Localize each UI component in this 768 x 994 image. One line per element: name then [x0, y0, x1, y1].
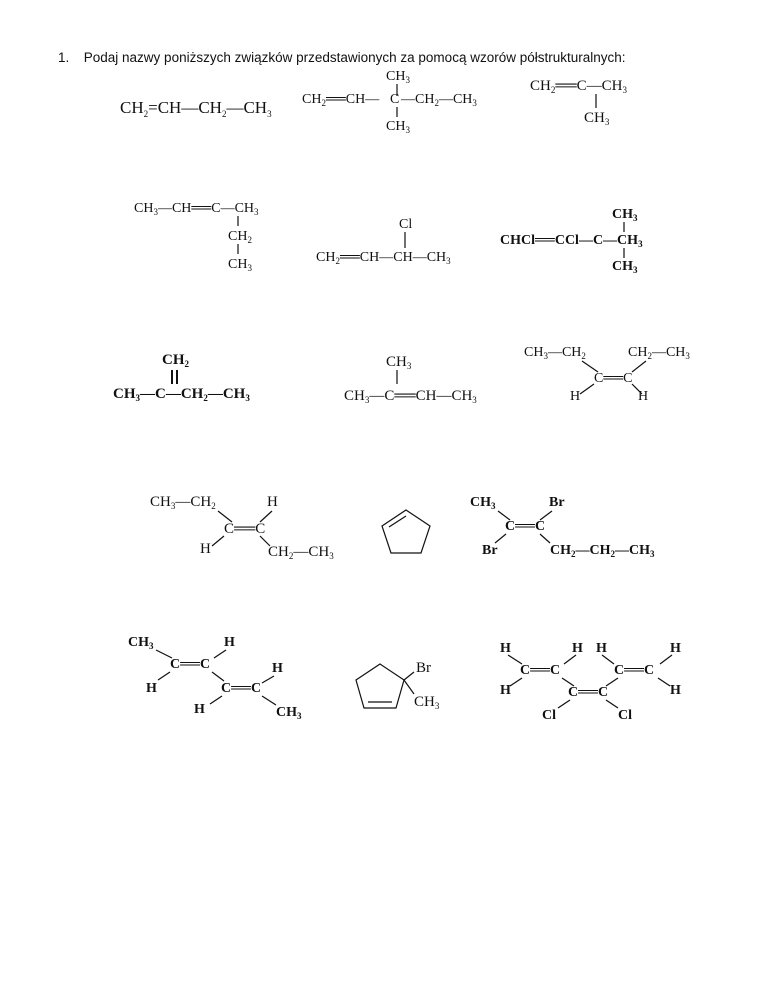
svg-text:H: H [224, 635, 235, 650]
svg-text:CH3—CH2: $CH_3—CH_2$ [150, 494, 216, 511]
svg-text:CH3—CH══C—CH3: $CH_3—CH══C—CH_3$ [134, 201, 259, 217]
svg-text:H: H [194, 702, 205, 717]
compound-6 [500, 207, 643, 275]
svg-text:CH2—CH3: $CH_2—CH_3$ [628, 345, 690, 361]
svg-text:C══C: C══C [594, 371, 633, 386]
svg-text:CH3: $CH_3$ [470, 495, 496, 511]
svg-text:CH2══C—CH3: $CH_2══C—CH_3$ [530, 78, 627, 95]
svg-text:C══C: C══C [170, 657, 211, 672]
compound-4 [134, 201, 259, 273]
svg-text:H: H [638, 389, 649, 404]
compound-12 [470, 495, 655, 559]
svg-text:H: H [200, 541, 211, 557]
compound-8 [344, 354, 477, 405]
compound-7 [113, 352, 250, 403]
compound-15 [500, 641, 681, 723]
svg-text:CH3: $CH_3$ [584, 110, 610, 127]
svg-text:—CH2—CH3: $—CH_2—CH_3$ [401, 92, 477, 108]
compound-3 [530, 78, 627, 127]
svg-text:CH3—C—CH2—CH3: $CH_3—C—CH_2—CH_3$ [113, 386, 250, 403]
svg-text:CH3—C══CH—CH3: $CH_3—C══CH—CH_3$ [344, 388, 477, 405]
svg-text:H: H [500, 683, 511, 698]
compound-11 [382, 510, 430, 553]
svg-text:H: H [146, 681, 157, 696]
svg-text:CH3—CH2: $CH_3—CH_2$ [524, 345, 586, 361]
svg-text:C: C [390, 92, 400, 107]
svg-text:CH3: $CH_3$ [414, 694, 440, 711]
svg-text:CH2══CH—: $CH_2══CH—$ [302, 92, 380, 108]
svg-text:Cl: Cl [399, 217, 413, 232]
svg-text:Br: Br [482, 543, 498, 558]
svg-text:H: H [670, 683, 681, 698]
svg-text:C══C: C══C [520, 663, 561, 678]
svg-text:CH2—CH2—CH3: $CH_2—CH_2—CH_3$ [550, 543, 655, 559]
svg-text:H: H [572, 641, 583, 656]
svg-text:C══C: C══C [614, 663, 655, 678]
svg-text:H: H [500, 641, 511, 656]
svg-text:CH2—CH3: $CH_2—CH_3$ [268, 544, 334, 561]
svg-text:Br: Br [549, 495, 565, 510]
svg-text:CHCl══CCl—C—CH3: $CHCl══CCl—C—CH_3$ [500, 233, 643, 249]
compound-1 [120, 98, 272, 119]
svg-text:C══C: C══C [221, 681, 262, 696]
svg-text:CH3: $CH_3$ [612, 207, 638, 223]
svg-text:Br: Br [416, 660, 431, 676]
svg-text:CH2=CH—CH2—CH3: $CH_2=CH—CH_2—CH_3$ [120, 98, 272, 119]
compound-5 [316, 217, 451, 266]
svg-text:H: H [670, 641, 681, 656]
svg-text:Cl: Cl [542, 708, 556, 723]
svg-text:H: H [570, 389, 581, 404]
task-number: 1. [58, 50, 70, 65]
svg-text:CH3: $CH_3$ [386, 69, 410, 85]
svg-text:CH2: $CH_2$ [162, 352, 189, 369]
compound-9 [524, 345, 690, 404]
compound-2 [302, 69, 477, 135]
svg-text:C══C: C══C [505, 519, 546, 534]
svg-text:CH3: $CH_3$ [386, 119, 410, 135]
svg-text:CH2══CH—CH—CH3: $CH_2══CH—CH—CH_3$ [316, 250, 451, 266]
svg-text:H: H [596, 641, 607, 656]
svg-text:H: H [272, 661, 283, 676]
svg-text:H: H [267, 494, 278, 510]
svg-text:CH3: $CH_3$ [128, 635, 154, 651]
compound-14 [356, 660, 440, 711]
svg-text:CH3: $CH_3$ [612, 259, 638, 275]
svg-text:C══C: C══C [568, 685, 609, 700]
svg-text:Cl: Cl [618, 708, 632, 723]
svg-text:CH3: $CH_3$ [228, 257, 252, 273]
compound-13 [128, 635, 302, 721]
svg-text:C══C: C══C [224, 521, 266, 537]
svg-text:CH2: $CH_2$ [228, 229, 252, 245]
svg-text:CH3: $CH_3$ [386, 354, 412, 371]
svg-text:CH3: $CH_3$ [276, 705, 302, 721]
task-text: Podaj nazwy poniższych związków przedstawionych za pomocą wzorów półstrukturalnych: [83, 50, 626, 65]
compound-10 [150, 494, 334, 561]
